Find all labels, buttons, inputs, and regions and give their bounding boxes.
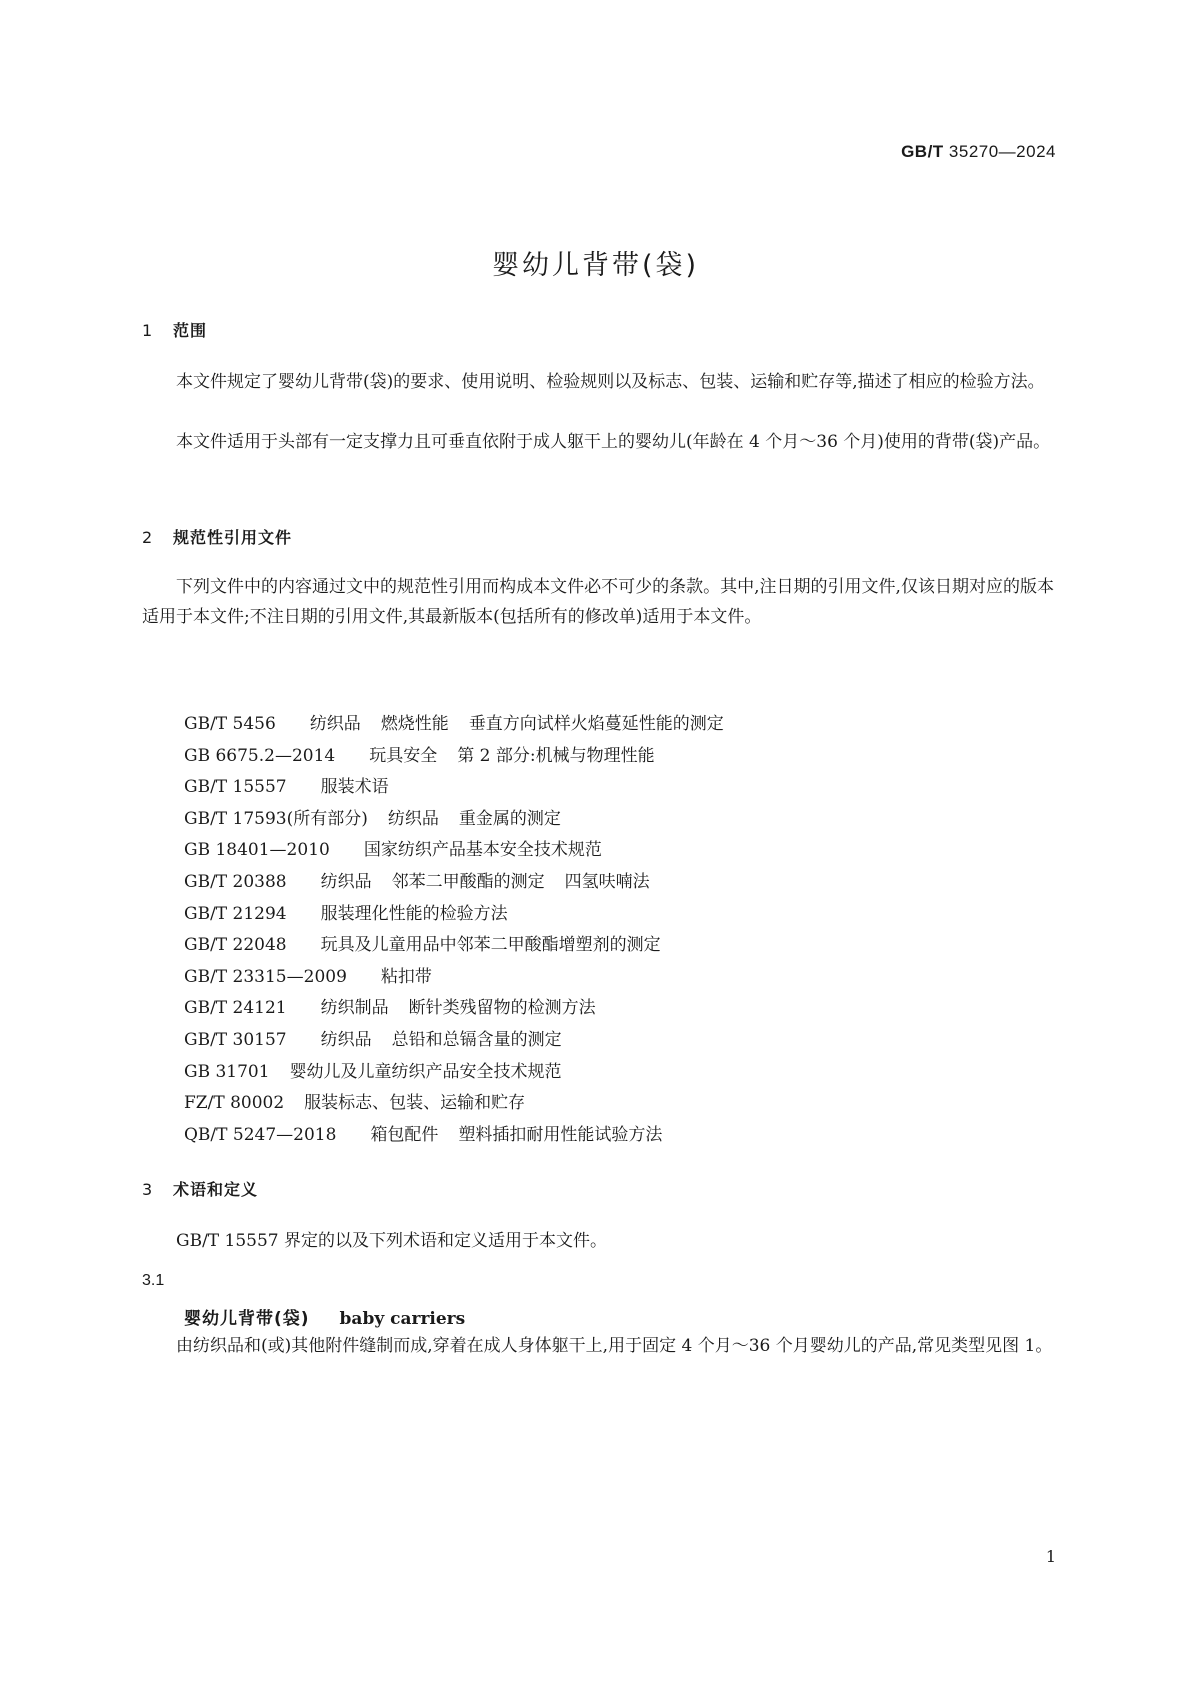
- section-number: 2: [142, 528, 154, 547]
- section-title: 范围: [173, 321, 208, 340]
- section-title: 术语和定义: [173, 1180, 259, 1199]
- section-2-heading: [142, 525, 292, 548]
- section-title: 规范性引用文件: [173, 528, 293, 547]
- section-number: 1: [142, 321, 154, 340]
- reference-item: FZ/T 80002 服装标志、包装、运输和贮存: [184, 1093, 526, 1114]
- term-english: baby carriers: [339, 1309, 466, 1329]
- scope-paragraph-1: 本文件规定了婴幼儿背带(袋)的要求、使用说明、检验规则以及标志、包装、运输和贮存等,描述了相应的检验方法。: [176, 372, 1045, 392]
- reference-item: GB/T 5456 纺织品 燃烧性能 垂直方向试样火焰蔓延性能的测定: [184, 714, 724, 734]
- reference-item: QB/T 5247—2018 箱包配件 塑料插扣耐用性能试验方法: [184, 1124, 663, 1145]
- references-intro: 下列文件中的内容通过文中的规范性引用而构成本文件必不可少的条款。其中,注日期的引用文件,仅该日期对应的版本适用于本文件;不注日期的引用文件,其最新版本(包括所有的修改单)适用于本文件。: [142, 577, 1054, 627]
- reference-item: GB/T 30157 纺织品 总铅和总镉含量的测定: [184, 1029, 562, 1050]
- reference-item: GB/T 24121 纺织制品 断针类残留物的检测方法: [184, 998, 596, 1019]
- term-chinese: 婴幼儿背带(袋): [184, 1309, 310, 1329]
- reference-item: GB/T 20388 纺织品 邻苯二甲酸酯的测定 四氢呋喃法: [184, 871, 650, 892]
- terms-intro: GB/T 15557 界定的以及下列术语和定义适用于本文件。: [176, 1231, 608, 1251]
- standard-prefix: GB/T: [901, 142, 944, 161]
- term-entry: [184, 1304, 465, 1329]
- reference-item: GB/T 22048 玩具及儿童用品中邻苯二甲酸酯增塑剂的测定: [184, 935, 661, 956]
- section-1-heading: [142, 318, 207, 341]
- reference-item: GB 31701 婴幼儿及儿童纺织产品安全技术规范: [184, 1061, 562, 1082]
- section-number: 3: [142, 1180, 154, 1199]
- reference-item: GB/T 15557 服装术语: [184, 777, 389, 798]
- reference-item: GB 6675.2—2014 玩具安全 第 2 部分:机械与物理性能: [184, 745, 655, 766]
- reference-item: GB/T 21294 服装理化性能的检验方法: [184, 903, 508, 924]
- reference-item: GB 18401—2010 国家纺织产品基本安全技术规范: [184, 840, 602, 861]
- term-number: 3.1: [142, 1272, 165, 1289]
- section-3-heading: [142, 1177, 258, 1200]
- reference-item: GB/T 17593(所有部分) 纺织品 重金属的测定: [184, 808, 561, 829]
- scope-paragraph-2: 本文件适用于头部有一定支撑力且可垂直依附于成人躯干上的婴幼儿(年龄在 4 个月～36 个月)使用的背带(袋)产品。: [176, 432, 1051, 452]
- document-title: 婴幼儿背带(袋): [491, 250, 700, 281]
- reference-list: [184, 709, 724, 1151]
- page-number: 1: [1045, 1547, 1056, 1566]
- standard-code: [901, 142, 1056, 162]
- standard-number: 35270—2024: [948, 142, 1056, 161]
- reference-item: GB/T 23315—2009 粘扣带: [184, 966, 432, 987]
- term-definition: 由纺织品和(或)其他附件缝制而成,穿着在成人身体躯干上,用于固定 4 个月～36 个月婴幼儿的产品,常见类型见图 1。: [176, 1336, 1053, 1356]
